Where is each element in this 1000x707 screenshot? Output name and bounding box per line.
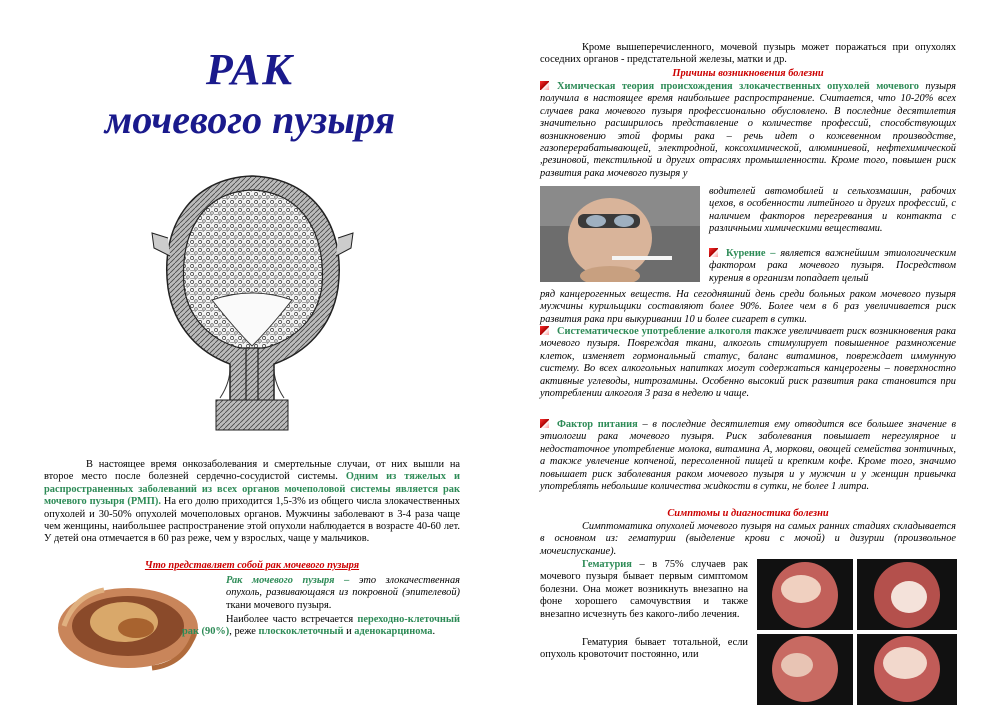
chemical-paragraph [540,81,956,180]
types-text-b: , реже [229,626,256,638]
hematuria-paragraph [540,559,748,621]
nutrition-paragraph [540,419,956,493]
page-title-line1: РАК [205,45,295,94]
bullet-icon [540,326,549,335]
smoking-wrap-text: является важнейшим этиологическим фактором рака мочевого пузыря. Посредством курения в организм попадает целый [709,248,956,284]
section-heading-causes: Причины возникновения болезни [672,68,824,79]
hematuria-text: – в 75% случаев рак мочевого пузыря бывает первым симптомом болезни. Она может возникнуть внезапно на фоне хорошего самочувствия и также внезапно исчезнуть без какого-либо лечения. [540,559,748,620]
definition-text: это злокачественная опухоль, развивающаяся из покровной (эпителевой) [226,575,460,599]
alcohol-text: также увеличивает риск возникновения рака мочевого пузыря. Повреждая ткани, алкоголь стимулирует повышенное размножение клеток, изменяет гормональный статус, баланс витаминов, повреждает иммунную систему. Во всех алкогольных напитках могут содержаться канцерогены – поверхностно активные углеводы, нитрозамины. Особенно высокий риск развития рака становится при употреблении алкоголя 3 раза в неделю и чаще. [540,326,956,400]
page-title-line2: мочевого пузыря [104,97,396,142]
section-heading-definition: Что представляет собой рак мочевого пузыря [144,560,360,571]
smoking-title: Курение – [726,248,776,259]
cystoscopy-image [857,634,957,705]
types-text-a: Наиболее часто встречается [226,614,354,625]
cystoscopy-images [757,559,957,705]
section-heading-symptoms: Симптомы и диагностика болезни [667,508,829,519]
types-transitional: переходно-клеточный рак (90%) [182,614,460,638]
nutrition-text: – в последние десятилетия ему отводится все большее значение в этиологии рака мочевого пузыря. Риск заболевания повышает нерегулярное и недостаточное употребление молока, витамина А, моркови, овощей семейства зонтичных, а также увлечение копченой, пересоленной пищей и крепким кофе. Кроме того, значимо повышает риск заболевания раком мочевого пузыря и у мужчин и у женщин привычка употреблять небольшие количества жидкости в сутки, не более 1 литра. [540,419,957,493]
types-squamous: плоскоклеточный [258,626,344,638]
alcohol-paragraph [540,326,956,400]
intro-text-a: В настоящее время онкозаболевания и смертельные случаи, от них вышли на второе место после болезней сердечно-сосудистой системы. [44,459,460,483]
bullet-icon [540,81,549,90]
smoker-photo [540,186,700,282]
cystoscopy-image [757,559,853,630]
definition-paragraph [226,575,460,612]
definition-term: Рак мочевого пузыря – [226,575,350,586]
intro-highlight: Одним из тяжелых и распространенных заболеваний из всех органов мочеполовой системы является рак мочевого пузыря (РМП). [44,471,460,508]
cystoscopy-image [857,559,957,630]
chemical-text: пузыря получила в настоящее время наибольшее распространение. Считается, что 10-20% всех случаев рака мочевого пузыря профессионально обусловлено. В последние десятилетия значительно расширилось представление о количестве профессий, способствующих возникновению этой формы рака – речь идет о кожевенном производстве, газоперерабатывающей, электродной, коксохимической, алюминиевой, нефтехимической ,резиновой, текстильной и других отраслях промышленности. Кроме того, повышен риск развития рака мочевого пузыря у [540,81,957,179]
types-adenocarcinoma: аденокарцинома [354,626,433,638]
lead-paragraph: Кроме вышеперечисленного, мочевой пузырь может поражаться при опухолях соседних органов - предстательной железы, матки и др. [540,42,956,66]
chemical-title: Химическая теория происхождения злокачественных опухолей мочевого [557,81,919,92]
chemical-wrap-text: водителей автомобилей и сельхозмашин, рабочих цехов, в особенности литейного и других профессий, с наличием факторов перегревания и контакта с различными химическими веществами. [709,186,956,235]
definition-tail: ткани мочевого пузыря. [226,599,332,611]
intro-paragraph [44,459,460,546]
smoking-full-text: ряд канцерогенных веществ. На сегодняшний день среди больных раком мочевого пузыря мужчины курильщики составляют более 90%. Более чем в 6 раз увеличивается риск развития рака при выкуривании 10 и более сигарет в сутки. [540,289,956,325]
intro-text-b: На его долю приходится 1,5-3% из общего числа злокачественных опухолей и 30-50% опухолей мочеполовых органов. Мужчины заболевают в 3-4 раза чаще чем женщины, наибольшее распространение этой опухоли наблюдается в возрасте 40-60 лет. У детей она отмечается в 60 раз реже, чем у взрослых, чаще у мальчиков. [44,496,460,545]
bullet-icon [709,248,718,257]
bladder-illustration [150,168,355,448]
hematuria-total-paragraph: Гематурия бывает тотальной, если опухоль кровоточит постоянно, или [540,637,748,661]
types-end: . [432,626,436,638]
cystoscopy-image [757,634,853,705]
nutrition-title: Фактор питания [557,419,638,430]
types-text-c: и [346,626,352,638]
tumor-types-paragraph [182,614,460,639]
alcohol-title: Систематическое употребление алкоголя [557,326,752,337]
symptoms-paragraph: Симптоматика опухолей мочевого пузыря на самых ранних стадиях складывается в основном из: гематурии (выделение крови с мочой) и дизурии (произвольное мочеиспускание). [540,521,956,557]
smoking-paragraph [709,248,956,285]
bullet-icon [540,419,549,428]
hematuria-title: Гематурия [582,559,632,570]
